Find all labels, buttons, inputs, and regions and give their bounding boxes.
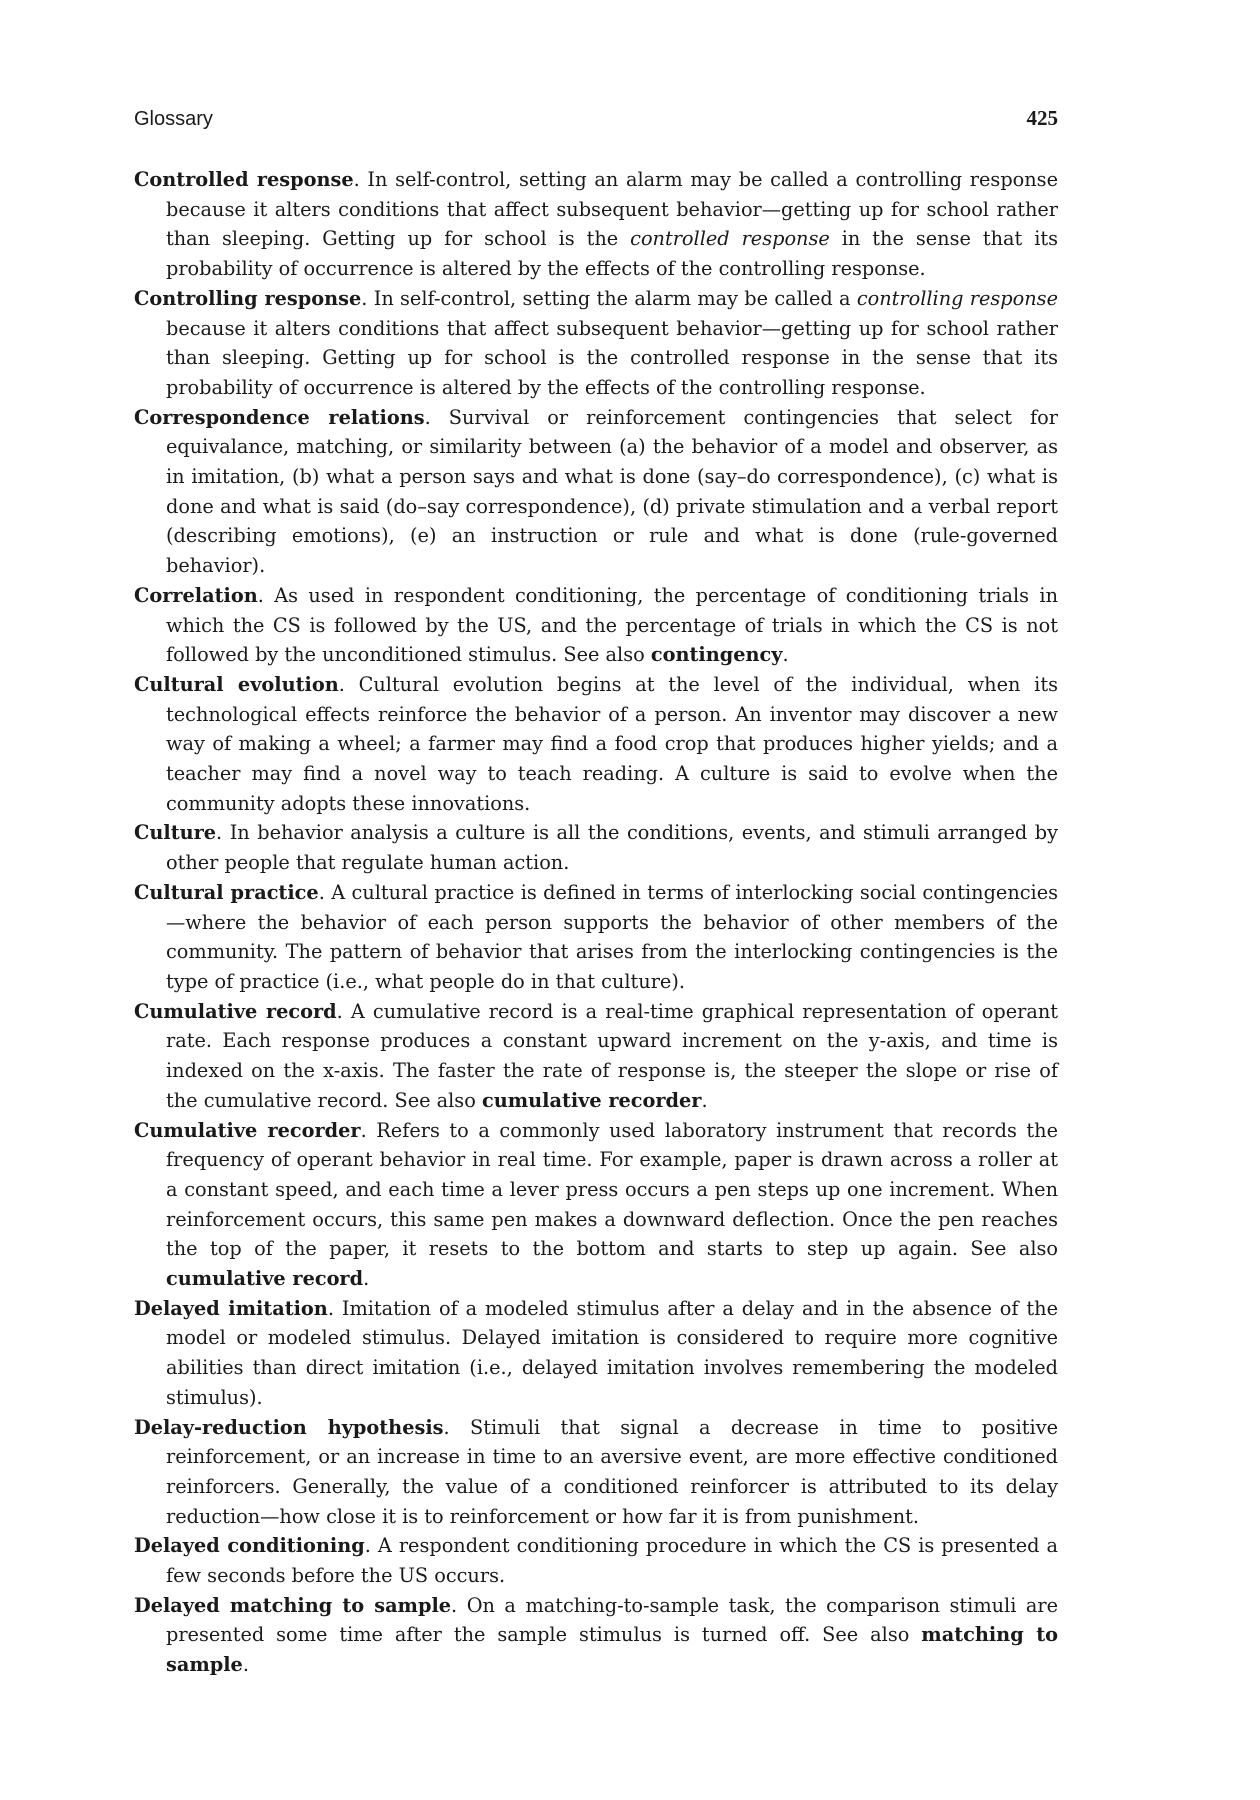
glossary-entry-delay-reduction-hypothesis	[134, 1413, 1058, 1532]
entry-term: Controlling response	[134, 286, 362, 310]
entry-text: . A cumulative record is a real-time graphical representation of operant rate. Each response produces a constant upward increment on the y-axis, and time is indexed on the x-axis. The faster the rate of response is, the steeper the slope or rise of the cumulative record. See also	[166, 999, 1058, 1112]
entry-text: .	[363, 1267, 370, 1291]
entry-text: . On a matching-to-sample task, the comparison stimuli are presented some time after the sample stimulus is turned off. See also	[166, 1593, 1059, 1647]
entry-term: Delayed matching to sample	[134, 1593, 452, 1617]
glossary-entry-cumulative-recorder	[134, 1116, 1058, 1294]
entry-term: Delayed conditioning	[134, 1534, 365, 1558]
entry-term: Cultural practice	[134, 880, 319, 904]
entry-text: because it alters conditions that affect subsequent behavior—getting up for school rather than sleeping. Getting up for school is the controlled response in the sense that its probability of occurrence is altered by the effects of the controlling response.	[166, 316, 1058, 399]
entry-emphasis: controlled response	[630, 227, 830, 251]
entry-text: .	[242, 1653, 249, 1677]
entry-text: . In behavior analysis a culture is all the conditions, events, and stimuli arranged by other people that regulate human action.	[166, 821, 1058, 875]
glossary-entry-culture	[134, 818, 1058, 877]
entry-term: Correlation	[134, 583, 258, 607]
glossary-entry-controlled-response	[134, 165, 1058, 284]
page-number: 425	[1026, 106, 1058, 130]
entry-cross-reference: cumulative record	[166, 1267, 364, 1291]
entry-text: . As used in respondent conditioning, the percentage of conditioning trials in which the CS is followed by the US, and the percentage of trials in which the CS is not followed by the unconditioned stimulus. See also	[166, 583, 1058, 667]
glossary-entry-delayed-imitation	[134, 1294, 1058, 1413]
glossary-entry-delayed-matching-to-sample	[134, 1591, 1058, 1680]
entry-term: Cultural evolution	[134, 672, 339, 696]
entry-term: Delayed imitation	[134, 1296, 328, 1320]
entry-term: Correspondence relations	[134, 405, 425, 429]
entry-text: . Survival or reinforcement contingencies that select for equivalance, matching, or similarity between (a) the behavior of a model and observer, as in imitation, (b) what a person says and what is done (say–do correspondence), (c) what is done and what is said (do–say correspondence), (d) private stimulation and a verbal report (describing emotions), (e) an instruction or rule and what is done (rule-governed behavior).	[166, 405, 1058, 578]
entry-text: . Imitation of a modeled stimulus after a delay and in the absence of the model or modeled stimulus. Delayed imitation is considered to require more cognitive abilities than direct imitation (i.e., delayed imitation involves remembering the modeled stimulus).	[166, 1296, 1058, 1409]
entry-text: . Cultural evolution begins at the level of the individual, when its technological effects reinforce the behavior of a person. An inventor may discover a new way of making a wheel; a farmer may find a food crop that produces higher yields; and a teacher may find a novel way to teach reading. A culture is said to evolve when the community adopts these innovations.	[166, 672, 1058, 815]
entry-cross-reference: contingency	[650, 643, 783, 667]
entry-text: .	[782, 643, 789, 667]
entry-term: Delay-reduction hypothesis	[134, 1415, 444, 1439]
glossary-entry-cultural-evolution	[134, 670, 1058, 819]
glossary-entry-delayed-conditioning	[134, 1531, 1058, 1590]
entry-text: .	[701, 1088, 708, 1112]
glossary-entry-cumulative-record	[134, 997, 1058, 1116]
glossary-entry-controlling-response	[134, 284, 1058, 403]
entry-term: Cumulative recorder	[134, 1118, 361, 1142]
entry-cross-reference: matching to sample	[166, 1623, 1058, 1677]
entry-term: Culture	[134, 821, 217, 845]
entry-text: . Refers to a commonly used laboratory instrument that records the frequency of operant behavior in real time. For example, paper is drawn across a roller at a constant speed, and each time a lever press occurs a pen steps up one increment. When reinforcement occurs, this same pen makes a downward deflection. Once the pen reaches the top of the paper, it resets to the bottom and starts to step up again. See also	[166, 1118, 1058, 1261]
entry-text: . Stimuli that signal a decrease in time to positive reinforcement, or an increase in time to an aversive event, are more effective conditioned reinforcers. Generally, the value of a conditioned reinforcer is attributed to its delay reduction—how close it is to reinforcement or how far it is from punishment.	[166, 1415, 1058, 1528]
entry-cross-reference: cumulative recorder	[481, 1088, 702, 1112]
entry-term: Cumulative record	[134, 999, 337, 1023]
entry-text: in the sense that its probability of occurrence is altered by the effects of the controlling response.	[166, 227, 1059, 281]
running-head: Glossary	[134, 108, 213, 130]
entry-text: . In self-control, setting the alarm may be called a	[361, 286, 857, 310]
glossary-entries	[134, 165, 1058, 1680]
glossary-entry-correspondence-relations	[134, 403, 1058, 581]
entry-emphasis: controlling response	[856, 286, 1058, 310]
entry-text: . In self-control, setting an alarm may be called a controlling response because it alters conditions that affect subsequent behavior—getting up for school rather than sleeping. Getting up for school is the	[166, 168, 1058, 251]
entry-text: . A respondent conditioning procedure in which the CS is presented a few seconds before the US occurs.	[166, 1534, 1058, 1588]
glossary-entry-cultural-practice	[134, 878, 1058, 997]
entry-term: Controlled response	[134, 168, 354, 191]
glossary-entry-correlation	[134, 581, 1058, 670]
entry-text: . A cultural practice is defined in terms of interlocking social contingencies—where the behavior of each person supports the behavior of other members of the community. The pattern of behavior that arises from the interlocking contingencies is the type of practice (i.e., what people do in that culture).	[166, 880, 1059, 993]
page-header	[134, 106, 1058, 131]
